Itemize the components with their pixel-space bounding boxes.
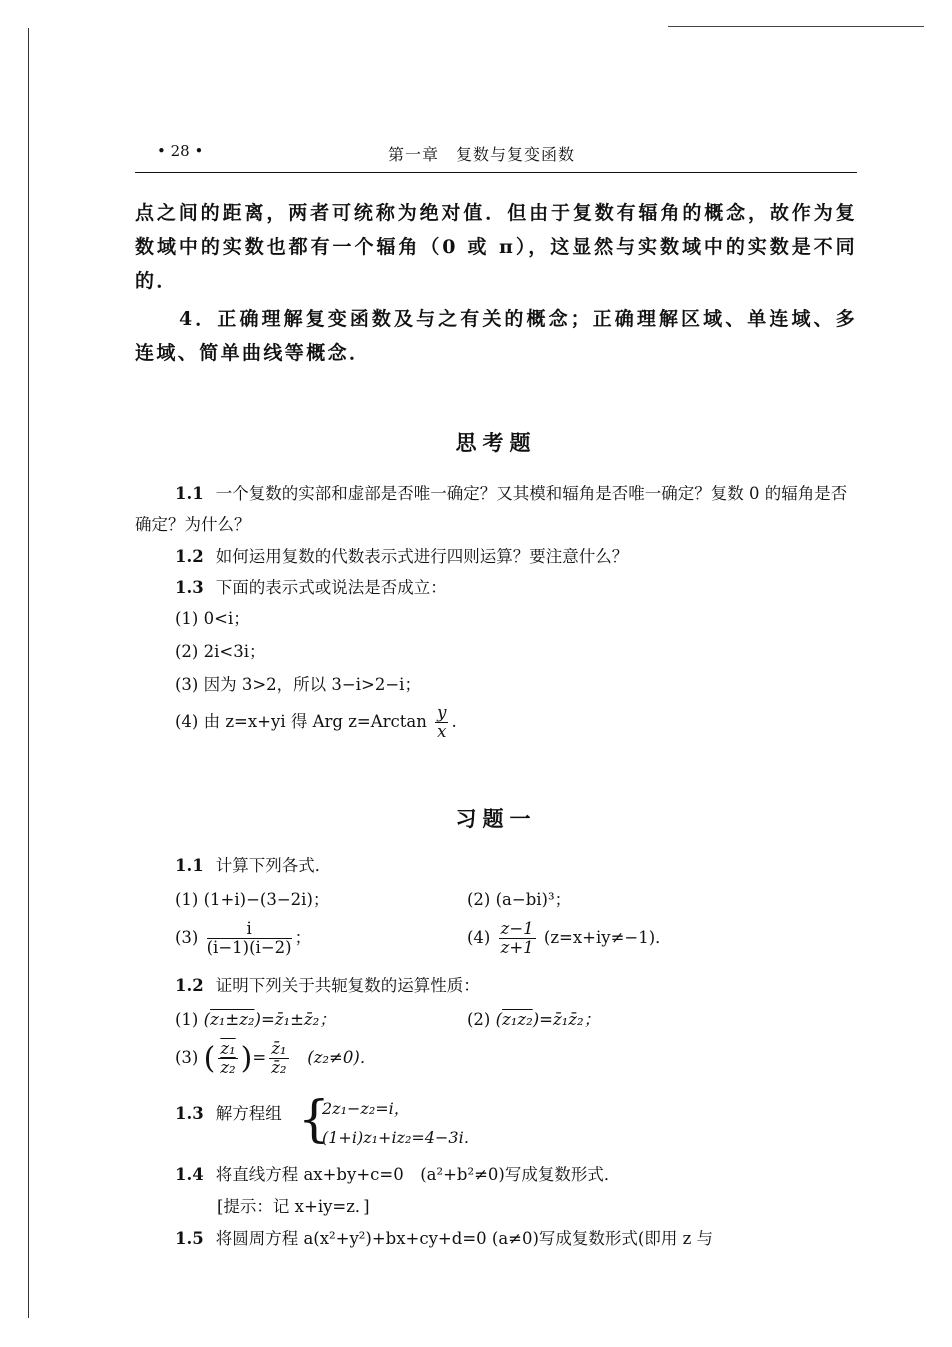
- q3-item-4-prefix: (4) 由 z=x+yi 得 Arg z=Arctan: [175, 712, 427, 731]
- fraction-num: z₁: [220, 1039, 236, 1058]
- e3-equation-2: (1+i)z₁+iz₂=4−3i．: [322, 1128, 480, 1147]
- fraction-num: y: [437, 703, 447, 722]
- scan-border-left: [28, 28, 29, 1318]
- q3-item-1: (1) 0<i；: [175, 609, 250, 628]
- q3-number: 1.3: [175, 578, 204, 597]
- q2-text: 如何运用复数的代数表示式进行四则运算？要注意什么？: [215, 547, 629, 566]
- e2-number: 1.2: [175, 976, 204, 995]
- q3-item-4-end: .: [451, 712, 457, 731]
- fraction-e1-4: [499, 920, 536, 957]
- scan-border-top: [668, 26, 924, 27]
- e2-item-1-label: (1): [175, 1010, 199, 1029]
- e1-item-3: [175, 920, 311, 957]
- thinking-q2: [135, 541, 897, 572]
- e2-item-2-over: z₁z₂: [502, 1010, 533, 1029]
- chapter-title: 第一章 复数与复变函数: [388, 145, 576, 164]
- thinking-q3: [135, 572, 897, 603]
- page-header: [135, 142, 855, 166]
- q1-text: 一个复数的实部和虚部是否唯一确定？又其模和辐角是否唯一确定？复数 0 的辐角是否确定？为什么？: [135, 484, 848, 534]
- e2-item-1: (1) (z₁±z₂)=z̄₁±z̄₂；: [175, 1010, 336, 1029]
- q3-item-4: [135, 704, 897, 741]
- e4-text: 将直线方程 ax+by+c=0 (a²+b²≠0)写成复数形式．: [215, 1165, 621, 1184]
- e3-equation-1: 2z₁−z₂=i，: [322, 1099, 410, 1118]
- fraction-den: (i−1)(i−2): [206, 938, 292, 957]
- e1-item-2: (2) (a−bi)³；: [467, 890, 572, 909]
- thinking-q1: [135, 478, 857, 540]
- page-number: • 28 •: [157, 142, 204, 160]
- fraction-den: z̄₂: [271, 1058, 287, 1077]
- e1-item-4-end: (z=x+iy≠−1)．: [543, 928, 672, 947]
- exercises-title: 习题一: [455, 806, 537, 831]
- e2-item-3: (3) ( $\frac{\text{z₁}}{\text{z₂}}$ )= $\frac{\text{z̄₁}}{\text{z̄₂}}$ (z₂≠0)．: [175, 1039, 377, 1077]
- exercise-2: [135, 970, 897, 1001]
- e2-item-3-label: (3): [175, 1048, 199, 1067]
- e1-item-4-label: (4): [467, 928, 491, 947]
- e3-text: 解方程组: [215, 1104, 282, 1123]
- q3-text: 下面的表示式或说法是否成立：: [215, 578, 447, 597]
- thinking-title: 思考题: [455, 430, 537, 455]
- fraction-num: i: [207, 920, 292, 939]
- fraction-e2-3-rhs: [269, 1040, 288, 1077]
- paragraph-1: 点之间的距离，两者可统称为绝对值．但由于复数有辐角的概念，故作为复数域中的实数也都有一个辐角（0 或 π），这显然与实数域中的实数是不同的．: [135, 202, 857, 292]
- q3-item-2: (2) 2i<3i；: [175, 642, 266, 661]
- header-rule: [135, 172, 857, 173]
- fraction-num: z−1: [500, 919, 534, 938]
- e2-item-1-over: z₁±z₂: [210, 1010, 255, 1029]
- e1-number: 1.1: [175, 856, 204, 875]
- e2-item-2-rhs: =z̄₁z̄₂；: [539, 1010, 601, 1029]
- e1-text: 计算下列各式．: [215, 856, 332, 875]
- q1-number: 1.1: [175, 484, 204, 503]
- e5-text: 将圆周方程 a(x²+y²)+bx+cy+d=0 (a≠0)写成复数形式(即用 z 与: [215, 1229, 714, 1248]
- exercise-5: [135, 1223, 897, 1254]
- e2-item-2: (2) (z₁z₂)=z̄₁z̄₂；: [467, 1010, 601, 1029]
- e4-number: 1.4: [175, 1165, 204, 1184]
- e1-item-4: [467, 920, 672, 957]
- fraction-num: z̄₁: [271, 1039, 287, 1058]
- fraction-e2-3-lhs: [218, 1040, 237, 1077]
- e2-item-3-end: (z₂≠0)．: [307, 1048, 377, 1067]
- fraction-e1-3: [207, 920, 292, 957]
- fraction-den: z+1: [500, 938, 534, 957]
- exercise-4: [135, 1159, 897, 1190]
- exercise-1: [135, 850, 897, 881]
- e1-item-3-label: (3): [175, 928, 199, 947]
- fraction-den: x: [437, 722, 447, 741]
- q3-item-3: (3) 因为 3>2，所以 3−i>2−i；: [175, 675, 421, 694]
- e3-number: 1.3: [175, 1104, 204, 1123]
- q2-number: 1.2: [175, 547, 204, 566]
- fraction-den: z₂: [220, 1058, 236, 1077]
- paragraph-2: 4．正确理解复变函数及与之有关的概念；正确理解区域、单连域、多连域、简单曲线等概念．: [135, 308, 857, 364]
- e5-number: 1.5: [175, 1229, 204, 1248]
- fraction-y-over-x: [435, 704, 448, 741]
- e1-item-3-end: ；: [294, 928, 312, 947]
- exercise-3: [135, 1098, 897, 1129]
- e1-item-1: (1) (1+i)−(3−2i)；: [175, 890, 330, 909]
- e2-item-1-rhs: =z̄₁±z̄₂；: [260, 1010, 336, 1029]
- e2-text: 证明下列关于共轭复数的运算性质：: [215, 976, 480, 995]
- e2-item-2-label: (2): [467, 1010, 491, 1029]
- e4-hint: [提示：记 x+iy=z．]: [217, 1197, 370, 1216]
- system-brace: {: [298, 1090, 330, 1148]
